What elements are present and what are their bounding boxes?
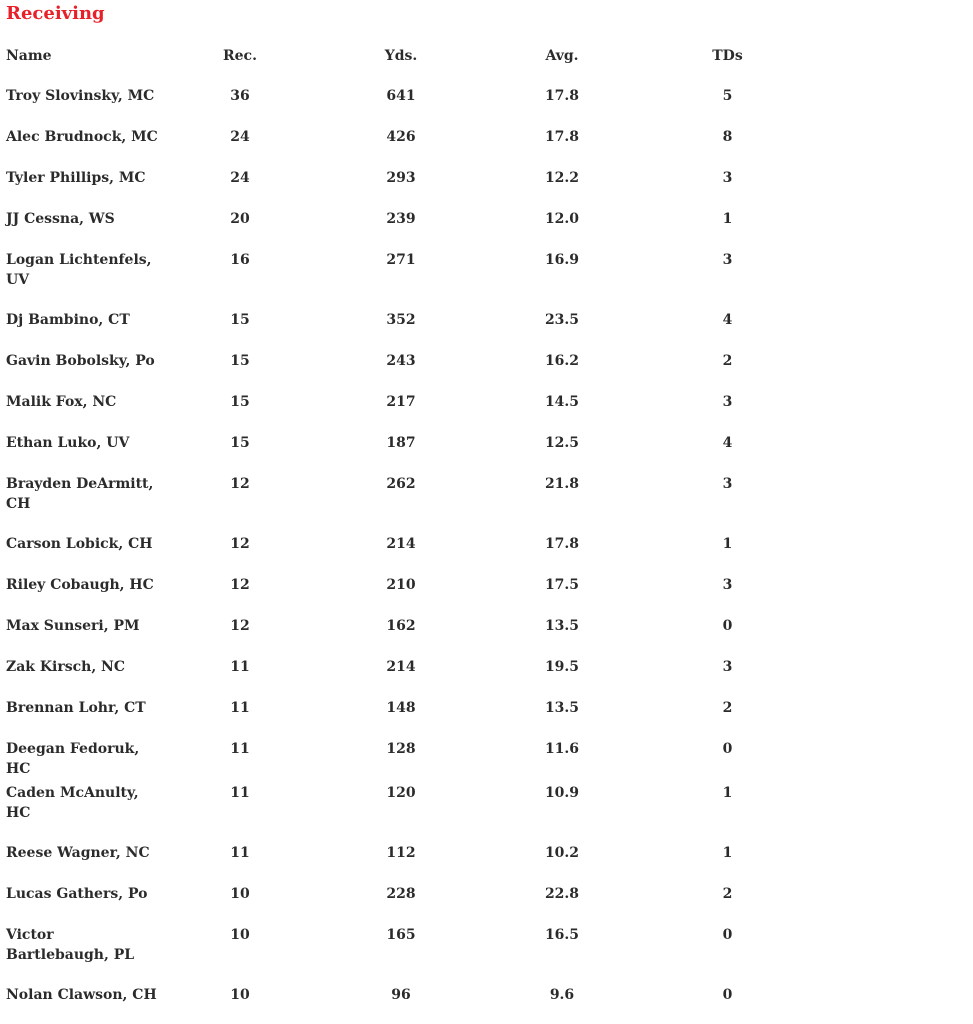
- player-name: JJ Cessna, WS: [6, 211, 115, 227]
- receptions: 10: [230, 886, 250, 902]
- average: 11.6: [544, 741, 580, 757]
- yards: 96: [391, 987, 411, 1003]
- receptions: 15: [230, 394, 250, 410]
- yards: 120: [386, 785, 416, 801]
- table-row: [0, 653, 813, 694]
- receptions: 15: [230, 435, 250, 451]
- table-row: [0, 246, 813, 306]
- average: 16.5: [544, 927, 580, 943]
- yards: 112: [386, 845, 416, 861]
- table-row: [0, 694, 813, 735]
- yards: 426: [386, 129, 416, 145]
- player-name: Caden McAnulty, HC: [6, 785, 139, 821]
- touchdowns: 4: [722, 435, 733, 451]
- player-name: Brennan Lohr, CT: [6, 700, 146, 716]
- yards: 352: [386, 312, 416, 328]
- table-row: [0, 164, 813, 205]
- receptions: 12: [230, 577, 250, 593]
- column-header-rec: Rec.: [223, 48, 257, 64]
- receptions: 16: [230, 252, 250, 268]
- average: 12.5: [544, 435, 580, 451]
- player-name: Tyler Phillips, MC: [6, 170, 146, 186]
- touchdowns: 8: [722, 129, 733, 145]
- player-name: Max Sunseri, PM: [6, 618, 140, 634]
- average: 13.5: [544, 700, 580, 716]
- yards: 239: [386, 211, 416, 227]
- table-row: [0, 612, 813, 653]
- receptions: 15: [230, 353, 250, 369]
- touchdowns: 0: [722, 927, 733, 943]
- touchdowns: 0: [722, 618, 733, 634]
- average: 17.8: [544, 536, 580, 552]
- average: 17.8: [544, 129, 580, 145]
- touchdowns: 2: [722, 700, 733, 716]
- table-row: [0, 921, 813, 981]
- yards: 128: [386, 741, 416, 757]
- player-name: Malik Fox, NC: [6, 394, 117, 410]
- touchdowns: 2: [722, 353, 733, 369]
- yards: 162: [386, 618, 416, 634]
- yards: 293: [386, 170, 416, 186]
- average: 10.2: [544, 845, 580, 861]
- average: 22.8: [544, 886, 580, 902]
- receptions: 20: [230, 211, 250, 227]
- average: 14.5: [544, 394, 580, 410]
- column-header-avg: Avg.: [545, 48, 579, 64]
- yards: 187: [386, 435, 416, 451]
- yards: 641: [386, 88, 416, 104]
- receptions: 11: [230, 700, 250, 716]
- touchdowns: 1: [722, 845, 733, 861]
- touchdowns: 5: [722, 88, 733, 104]
- table-header-row: [0, 42, 813, 82]
- player-name: Troy Slovinsky, MC: [6, 88, 155, 104]
- average: 23.5: [544, 312, 580, 328]
- table-row: [0, 347, 813, 388]
- touchdowns: 2: [722, 886, 733, 902]
- receptions: 12: [230, 536, 250, 552]
- player-name: Zak Kirsch, NC: [6, 659, 125, 675]
- receptions: 11: [230, 785, 250, 801]
- player-name: Alec Brudnock, MC: [6, 129, 158, 145]
- receiving-stats-table: [0, 42, 813, 1022]
- average: 10.9: [544, 785, 580, 801]
- yards: 217: [386, 394, 416, 410]
- touchdowns: 0: [722, 741, 733, 757]
- yards: 148: [386, 700, 416, 716]
- average: 17.5: [544, 577, 580, 593]
- player-name: Riley Cobaugh, HC: [6, 577, 154, 593]
- player-name: Dj Bambino, CT: [6, 312, 130, 328]
- receptions: 12: [230, 476, 250, 492]
- touchdowns: 3: [722, 170, 733, 186]
- table-row: [0, 981, 813, 1022]
- average: 21.8: [544, 476, 580, 492]
- average: 16.2: [544, 353, 580, 369]
- receptions: 24: [230, 129, 250, 145]
- player-name: Ethan Luko, UV: [6, 435, 130, 451]
- touchdowns: 3: [722, 577, 733, 593]
- yards: 271: [386, 252, 416, 268]
- player-name: Gavin Bobolsky, Po: [6, 353, 155, 369]
- table-row: [0, 470, 813, 530]
- table-row: [0, 123, 813, 164]
- table-row: [0, 779, 813, 839]
- table-row: [0, 880, 813, 921]
- touchdowns: 3: [722, 394, 733, 410]
- yards: 262: [386, 476, 416, 492]
- receptions: 15: [230, 312, 250, 328]
- receptions: 10: [230, 927, 250, 943]
- touchdowns: 3: [722, 659, 733, 675]
- section-title: Receiving: [6, 3, 105, 24]
- receptions: 10: [230, 987, 250, 1003]
- player-name: Deegan Fedoruk, HC: [6, 741, 140, 777]
- yards: 214: [386, 536, 416, 552]
- player-name: Carson Lobick, CH: [6, 536, 153, 552]
- yards: 243: [386, 353, 416, 369]
- touchdowns: 3: [722, 476, 733, 492]
- average: 19.5: [544, 659, 580, 675]
- average: 12.0: [544, 211, 580, 227]
- player-name: Victor Bartlebaugh, PL: [6, 927, 135, 963]
- table-row: [0, 530, 813, 571]
- receptions: 36: [230, 88, 250, 104]
- table-row: [0, 205, 813, 246]
- receptions: 24: [230, 170, 250, 186]
- touchdowns: 4: [722, 312, 733, 328]
- column-header-yds: Yds.: [384, 48, 418, 64]
- table-row: [0, 735, 813, 779]
- column-header-tds: TDs: [712, 48, 743, 64]
- receptions: 11: [230, 845, 250, 861]
- column-header-name: Name: [6, 48, 52, 64]
- yards: 210: [386, 577, 416, 593]
- receptions: 12: [230, 618, 250, 634]
- receptions: 11: [230, 741, 250, 757]
- receptions: 11: [230, 659, 250, 675]
- touchdowns: 0: [722, 987, 733, 1003]
- player-name: Logan Lichtenfels, UV: [6, 252, 152, 288]
- table-row: [0, 429, 813, 470]
- touchdowns: 1: [722, 536, 733, 552]
- table-row: [0, 839, 813, 880]
- table-row: [0, 82, 813, 123]
- table-row: [0, 388, 813, 429]
- table-row: [0, 571, 813, 612]
- average: 16.9: [544, 252, 580, 268]
- touchdowns: 1: [722, 785, 733, 801]
- player-name: Reese Wagner, NC: [6, 845, 150, 861]
- touchdowns: 3: [722, 252, 733, 268]
- average: 12.2: [544, 170, 580, 186]
- player-name: Lucas Gathers, Po: [6, 886, 148, 902]
- player-name: Brayden DeArmitt, CH: [6, 476, 154, 512]
- player-name: Nolan Clawson, CH: [6, 987, 157, 1003]
- table-row: [0, 306, 813, 347]
- average: 13.5: [544, 618, 580, 634]
- touchdowns: 1: [722, 211, 733, 227]
- average: 9.6: [549, 987, 575, 1003]
- average: 17.8: [544, 88, 580, 104]
- yards: 228: [386, 886, 416, 902]
- yards: 214: [386, 659, 416, 675]
- yards: 165: [386, 927, 416, 943]
